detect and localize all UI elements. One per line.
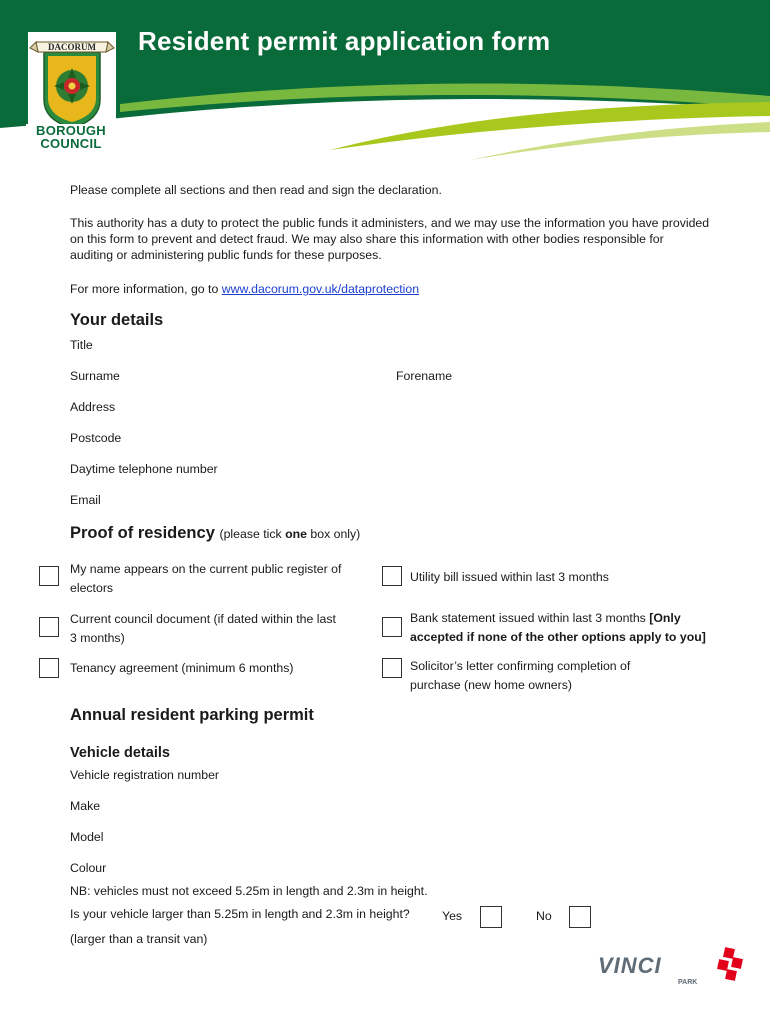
- header-banner: [0, 0, 770, 160]
- vinci-park-logo-icon: [596, 944, 744, 988]
- checkbox-electoral-register[interactable]: [39, 566, 59, 586]
- telephone-field-label: Daytime telephone number: [70, 462, 218, 476]
- checkbox-solicitor-letter[interactable]: [382, 658, 402, 678]
- parking-permit-heading: Annual resident parking permit: [70, 706, 314, 724]
- page-title: Resident permit application form: [138, 26, 551, 56]
- forename-field-label: Forename: [396, 369, 453, 383]
- checkbox-council-document[interactable]: [39, 617, 59, 637]
- proof-heading-note: [219, 527, 360, 541]
- option-bank-statement: [410, 609, 706, 647]
- registration-field-label: Vehicle registration number: [70, 768, 220, 782]
- vinci-wordmark: VINCI: [598, 953, 662, 978]
- make-field-label: Make: [70, 799, 101, 813]
- postcode-field-label: Postcode: [70, 431, 122, 445]
- your-details-heading: Your details: [70, 311, 164, 329]
- logo-banner-text: DACORUM: [48, 42, 96, 52]
- model-field-label: Model: [70, 830, 104, 844]
- option-line: electors: [70, 581, 114, 595]
- intro-instructions: Please complete all sections and then read and sign the declaration.: [70, 183, 442, 197]
- note-suffix: box only): [306, 527, 361, 541]
- option-electoral-register: [70, 560, 341, 598]
- address-field-label: Address: [70, 400, 116, 414]
- note-prefix: (please tick: [219, 527, 286, 541]
- option-council-document: [70, 610, 336, 648]
- vinci-park-logo: [596, 944, 744, 988]
- note-bold: one: [285, 527, 307, 541]
- colour-field-label: Colour: [70, 861, 107, 875]
- checkbox-utility-bill[interactable]: [382, 566, 402, 586]
- yes-label: Yes: [442, 909, 463, 923]
- intro-more-info: [70, 281, 419, 297]
- option-utility-bill: Utility bill issued within last 3 months: [410, 570, 609, 584]
- proof-heading-text: Proof of residency: [70, 524, 215, 542]
- option-bold-text: [Only: [649, 611, 681, 625]
- option-line: Solicitor’s letter confirming completion of: [410, 659, 631, 673]
- option-line: Bank statement issued within last 3 months: [410, 611, 650, 625]
- intro-fraud-notice: This authority has a duty to protect the public funds it administers, and we may use the information you have provided on this form to prevent and detect fraud. We may also share this information with other bodies responsible for auditing or administering public funds for these purposes.: [70, 216, 710, 262]
- checkbox-vehicle-larger-no[interactable]: [569, 906, 591, 928]
- title-field-label: Title: [70, 338, 93, 352]
- vehicle-size-question-note: (larger than a transit van): [70, 932, 208, 946]
- checkbox-vehicle-larger-yes[interactable]: [480, 906, 502, 928]
- logo-line-1: BOROUGH: [36, 123, 106, 138]
- option-bold-text: accepted if none of the other options apply to you]: [410, 630, 706, 644]
- option-line: 3 months): [70, 631, 125, 645]
- vinci-park-text: PARK: [678, 979, 698, 986]
- vehicle-details-heading: Vehicle details: [70, 745, 170, 761]
- option-solicitor-letter: [410, 657, 630, 695]
- vehicle-size-note: NB: vehicles must not exceed 5.25m in length and 2.3m in height.: [70, 884, 428, 898]
- option-tenancy-agreement: Tenancy agreement (minimum 6 months): [70, 661, 294, 675]
- option-line: purchase (new home owners): [410, 678, 572, 692]
- council-logo-wordmark: [26, 124, 116, 152]
- checkbox-tenancy-agreement[interactable]: [39, 658, 59, 678]
- vinci-cross-icon: [717, 947, 743, 981]
- logo-line-2: COUNCIL: [40, 136, 102, 151]
- email-field-label: Email: [70, 493, 101, 507]
- option-line: Current council document (if dated within the last: [70, 612, 336, 626]
- surname-field-label: Surname: [70, 369, 120, 383]
- more-info-prefix: For more information, go to: [70, 282, 222, 296]
- data-protection-link[interactable]: www.dacorum.gov.uk/dataprotection: [221, 282, 420, 296]
- no-label: No: [536, 909, 552, 923]
- option-line: My name appears on the current public register of: [70, 562, 342, 576]
- vehicle-size-question: Is your vehicle larger than 5.25m in length and 2.3m in height?: [70, 907, 410, 921]
- proof-of-residency-heading: [70, 524, 360, 543]
- checkbox-bank-statement[interactable]: [382, 617, 402, 637]
